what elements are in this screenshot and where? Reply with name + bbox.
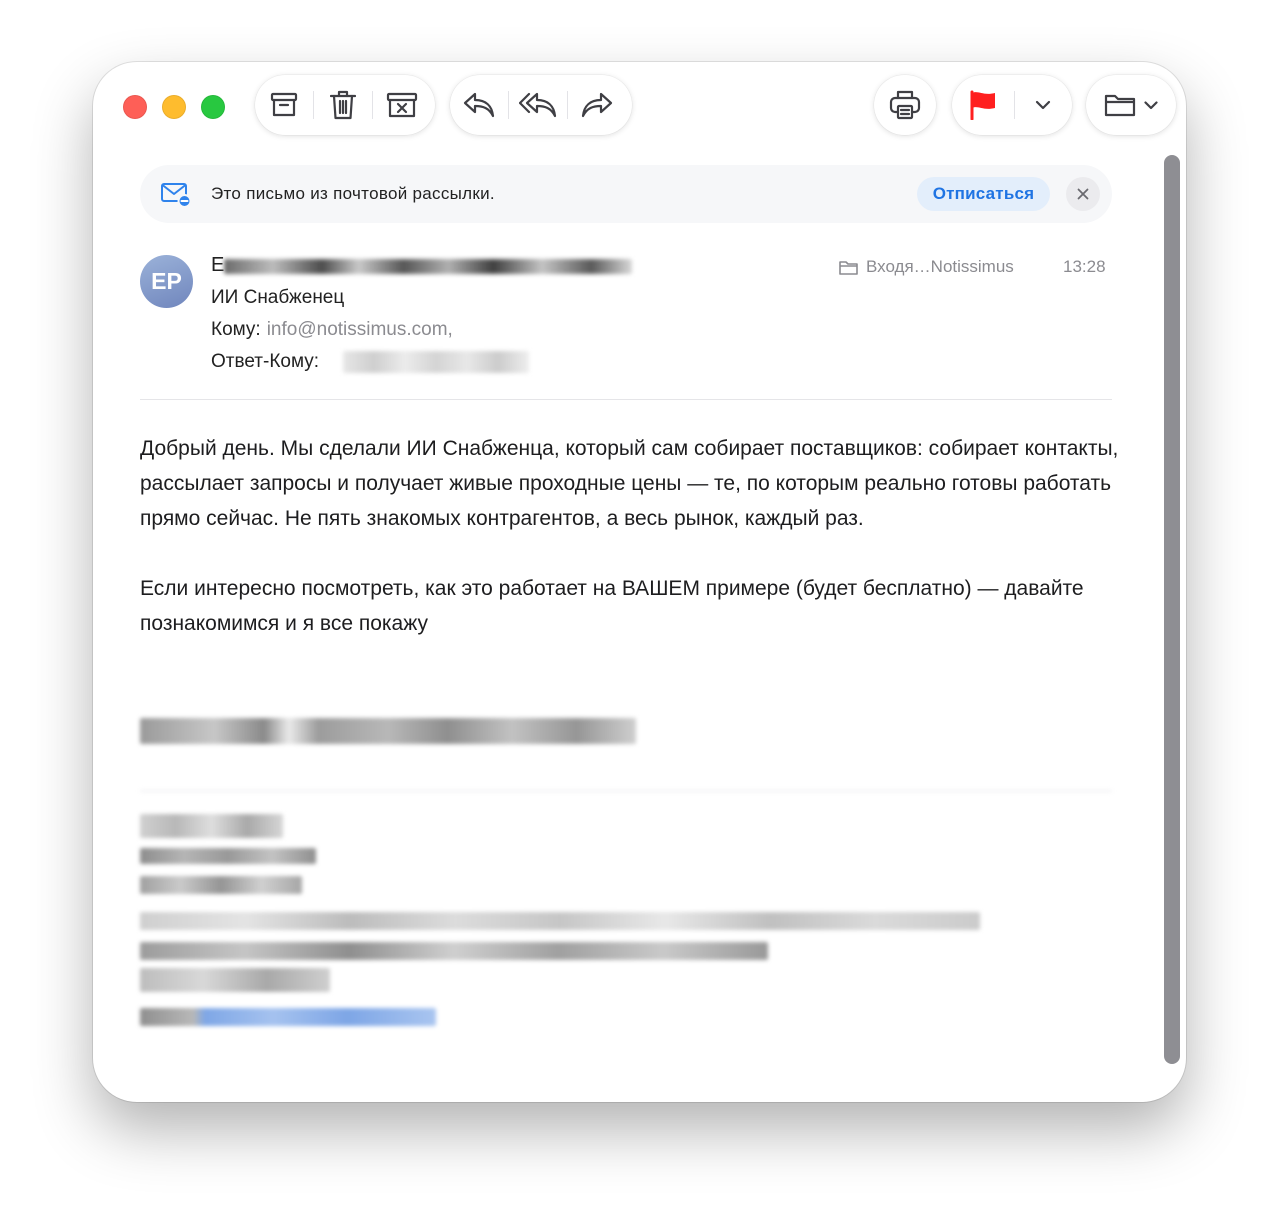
unsubscribe-button[interactable]: Отписаться [917, 177, 1050, 211]
footer-divider [140, 790, 1112, 792]
flag-menu-button[interactable] [1015, 75, 1071, 135]
minimize-window-button[interactable] [162, 95, 186, 119]
flag-button[interactable] [952, 75, 1014, 135]
message-time: 13:28 [1063, 257, 1106, 276]
mailbox-folder[interactable] [839, 257, 1014, 277]
reply-to-label: Ответ-Кому: [211, 351, 320, 372]
mailing-list-notice: Это письмо из почтовой рассылки. [211, 184, 495, 203]
junk-button[interactable] [373, 75, 431, 135]
to-label: Кому: [211, 319, 261, 340]
redacted-signature [140, 718, 636, 744]
zoom-window-button[interactable] [201, 95, 225, 119]
move-group [1086, 75, 1176, 135]
mailbox-folder-label: Входя…Notissimus [866, 257, 1014, 276]
trash-button[interactable] [314, 75, 372, 135]
scrollbar[interactable] [1164, 155, 1180, 1064]
flag-group [952, 75, 1072, 135]
redacted-reply-to-address [343, 351, 529, 373]
forward-button[interactable] [568, 75, 626, 135]
flag-icon [969, 90, 997, 120]
header-divider [140, 399, 1112, 400]
reply-to-line [211, 351, 319, 373]
sender-address-initial: E [211, 254, 225, 276]
folder-icon [1104, 93, 1136, 117]
reply-button[interactable] [450, 75, 508, 135]
delete-group [255, 75, 435, 135]
reply-all-button[interactable] [509, 75, 567, 135]
archive-button[interactable] [255, 75, 313, 135]
junk-icon [386, 92, 418, 118]
trash-icon [330, 90, 356, 120]
close-icon [1077, 188, 1089, 200]
chevron-down-icon [1144, 101, 1158, 110]
mail-window [93, 62, 1186, 1102]
move-to-folder-button[interactable] [1086, 75, 1176, 135]
redacted-footer-line [140, 848, 316, 864]
reply-group [450, 75, 632, 135]
redacted-footer-line [140, 942, 768, 960]
redacted-footer-line [140, 912, 980, 930]
print-group [874, 75, 936, 135]
to-line [211, 319, 453, 341]
close-window-button[interactable] [123, 95, 147, 119]
close-banner-button[interactable] [1066, 177, 1100, 211]
print-button[interactable] [874, 75, 936, 135]
redacted-footer-line [140, 968, 330, 992]
folder-icon [839, 260, 858, 275]
avatar: EP [140, 255, 193, 308]
mailing-list-banner [140, 165, 1112, 223]
to-address[interactable]: info@notissimus.com, [266, 319, 453, 340]
chevron-down-icon [1035, 100, 1051, 110]
redacted-footer-line [140, 876, 302, 894]
print-icon [889, 90, 921, 120]
redacted-footer-line [140, 814, 283, 838]
archive-icon [270, 92, 298, 118]
body-paragraph: Добрый день. Мы сделали ИИ Снабженца, который сам собирает поставщиков: собирает контакты, рассылает запросы и получает живые проходные цены — те, по которым реально готовы работать прямо сейчас. Не пять знакомых контрагентов, а весь рынок, каждый раз. [140, 437, 1119, 530]
mailing-list-envelope-icon [160, 181, 192, 209]
body-paragraph: Если интересно посмотреть, как это работает на ВАШЕМ примере (будет бесплатно) — давайте познакомимся и я все покажу [140, 577, 1084, 635]
message-body [140, 431, 1120, 676]
redacted-sender-address [224, 259, 632, 274]
forward-icon [581, 92, 613, 118]
reply-icon [463, 92, 495, 118]
reply-all-icon [519, 92, 557, 118]
sender-name: ИИ Снабженец [211, 287, 345, 308]
redacted-footer-link [140, 1008, 436, 1026]
